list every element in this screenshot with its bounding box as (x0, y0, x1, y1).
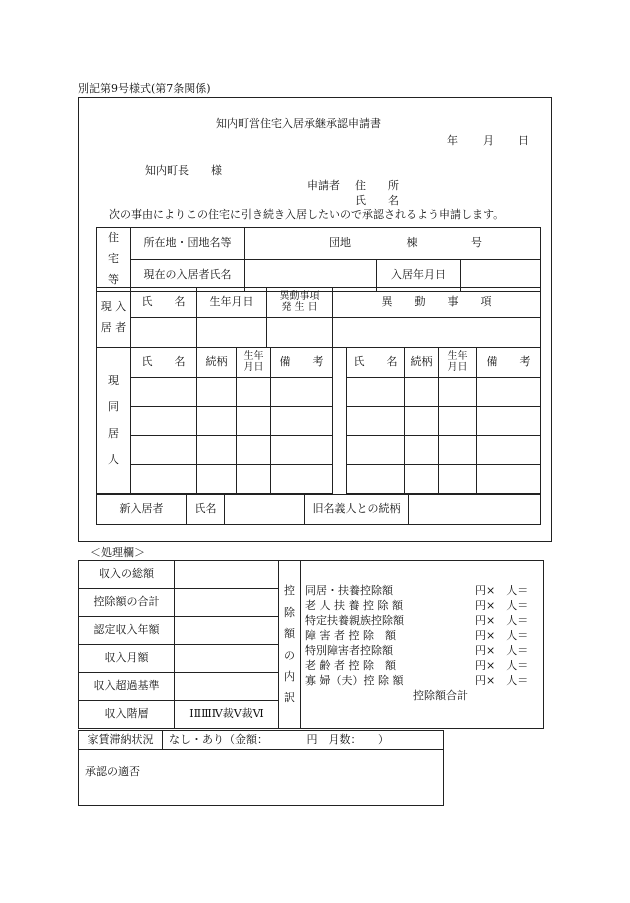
addressee: 知内町長 様 (145, 164, 222, 177)
coh-cell[interactable] (477, 407, 541, 436)
application-statement: 次の事由によりこの住宅に引き続き入居したいので承認されるよう申請します。 (109, 208, 505, 221)
deduction-sum-field[interactable] (175, 589, 279, 617)
new-resident-name-label: 氏名 (187, 495, 225, 525)
coh-cell[interactable] (405, 436, 439, 465)
deduction-row: 寡 婦（夫）控 除 額 円× 人＝ (305, 674, 529, 687)
coh-cell[interactable] (405, 465, 439, 494)
applicant-address-label: 住 所 (355, 179, 399, 192)
coh-cell[interactable] (197, 407, 237, 436)
coh-right-remarks-header: 備 考 (477, 348, 541, 378)
rent-arrears-value[interactable]: なし・あり（金額： 円 月数： ） (163, 731, 444, 750)
coh-cell[interactable] (439, 436, 477, 465)
processing-table (78, 560, 544, 729)
housing-header: 住 宅 等 (97, 228, 131, 292)
coh-cell[interactable] (237, 436, 271, 465)
cohabitants-table (96, 347, 541, 494)
income-class-label: 収入階層 (79, 701, 175, 729)
current-resident-header: 現 入 居 者 (97, 288, 131, 348)
relation-to-former-label: 旧名義人との続柄 (305, 495, 409, 525)
applicant-name-label: 氏 名 (355, 194, 399, 207)
deduction-row: 老 人 扶 養 控 除 額 円× 人＝ (305, 599, 529, 612)
cohabitants-header: 現 同 居 人 (97, 348, 131, 494)
relation-to-former-field[interactable] (409, 495, 541, 525)
coh-cell[interactable] (477, 436, 541, 465)
cr-name-field[interactable] (131, 318, 197, 348)
new-resident-name-field[interactable] (225, 495, 305, 525)
date-day: 日 (518, 134, 529, 147)
location-label: 所在地・団地名等 (131, 228, 245, 260)
coh-cell[interactable] (131, 436, 197, 465)
coh-gap (333, 348, 347, 494)
cr-birth-field[interactable] (197, 318, 267, 348)
annual-income-field[interactable] (175, 617, 279, 645)
approval-field[interactable] (79, 750, 444, 806)
coh-cell[interactable] (439, 407, 477, 436)
move-in-date-label: 入居年月日 (377, 259, 461, 291)
coh-left-remarks-header: 備 考 (271, 348, 333, 378)
tou-label: 棟 (406, 236, 418, 250)
location-field[interactable] (245, 228, 541, 260)
coh-cell[interactable] (197, 465, 237, 494)
annual-income-label: 認定収入年額 (79, 617, 175, 645)
monthly-income-field[interactable] (175, 645, 279, 673)
deduction-row: 同居・扶養控除額 円× 人＝ (305, 584, 529, 597)
coh-cell[interactable] (477, 378, 541, 407)
deduction-sum-label: 控除額の合計 (79, 589, 175, 617)
coh-cell[interactable] (405, 378, 439, 407)
coh-cell[interactable] (439, 378, 477, 407)
cr-change-date-header: 異動事項 発 生 日 (267, 288, 333, 318)
applicant-label: 申請者 (307, 179, 340, 192)
danchi-label: 団地 (329, 236, 351, 250)
coh-cell[interactable] (347, 465, 405, 494)
total-income-label: 収入の総額 (79, 561, 175, 589)
coh-cell[interactable] (271, 407, 333, 436)
form-title: 知内町営住宅入居承継承認申請書 (216, 117, 381, 130)
coh-left-relation-header: 続柄 (197, 348, 237, 378)
coh-cell[interactable] (237, 407, 271, 436)
current-resident-table (96, 287, 541, 348)
deduction-row: 特定扶養親族控除額 円× 人＝ (305, 614, 529, 627)
coh-cell[interactable] (131, 378, 197, 407)
cr-change-date-field[interactable] (267, 318, 333, 348)
total-income-field[interactable] (175, 561, 279, 589)
status-table (78, 730, 444, 806)
cr-birth-header: 生年月日 (197, 288, 267, 318)
coh-right-relation-header: 続柄 (405, 348, 439, 378)
processing-title: ＜処理欄＞ (90, 546, 145, 559)
deduction-row: 障 害 者 控 除 額 円× 人＝ (305, 629, 529, 642)
coh-cell[interactable] (439, 465, 477, 494)
new-resident-table (96, 494, 541, 525)
cr-name-header: 氏 名 (131, 288, 197, 318)
coh-cell[interactable] (271, 378, 333, 407)
deduction-row: 老 齢 者 控 除 額 円× 人＝ (305, 659, 529, 672)
coh-cell[interactable] (131, 407, 197, 436)
coh-cell[interactable] (197, 436, 237, 465)
deduction-total-label: 控除額合計 (413, 689, 468, 702)
coh-cell[interactable] (237, 465, 271, 494)
coh-cell[interactable] (477, 465, 541, 494)
coh-cell[interactable] (131, 465, 197, 494)
cr-change-item-header: 異 動 事 項 (333, 288, 541, 318)
gou-label: 号 (471, 236, 482, 250)
approval-label: 承認の適否 (85, 765, 140, 778)
housing-table (96, 227, 541, 292)
coh-cell[interactable] (271, 465, 333, 494)
coh-left-birth-header: 生年 月日 (237, 348, 271, 378)
date-year: 年 (447, 134, 458, 147)
income-class-value[interactable]: ⅠⅡⅢⅣ裁Ⅴ裁Ⅵ (175, 701, 279, 729)
coh-right-birth-header: 生年 月日 (439, 348, 477, 378)
coh-cell[interactable] (197, 378, 237, 407)
coh-cell[interactable] (347, 436, 405, 465)
deduction-row: 特別障害者控除額 円× 人＝ (305, 644, 529, 657)
coh-cell[interactable] (237, 378, 271, 407)
coh-right-name-header: 氏 名 (347, 348, 405, 378)
monthly-income-label: 収入月額 (79, 645, 175, 673)
cr-change-item-field[interactable] (333, 318, 541, 348)
coh-cell[interactable] (347, 407, 405, 436)
deduction-breakdown-header: 控 除 額 の 内 訳 (279, 561, 301, 729)
form-id: 別記第9号様式(第7条関係) (78, 82, 211, 95)
current-resident-label: 現在の入居者氏名 (131, 259, 245, 291)
income-excess-field[interactable] (175, 673, 279, 701)
rent-arrears-label: 家賃滞納状況 (79, 731, 163, 750)
new-resident-label: 新入居者 (97, 495, 187, 525)
coh-left-name-header: 氏 名 (131, 348, 197, 378)
coh-cell[interactable] (347, 378, 405, 407)
coh-cell[interactable] (271, 436, 333, 465)
deduction-breakdown (301, 561, 544, 729)
date-month: 月 (483, 134, 494, 147)
income-excess-label: 収入超過基準 (79, 673, 175, 701)
coh-cell[interactable] (405, 407, 439, 436)
